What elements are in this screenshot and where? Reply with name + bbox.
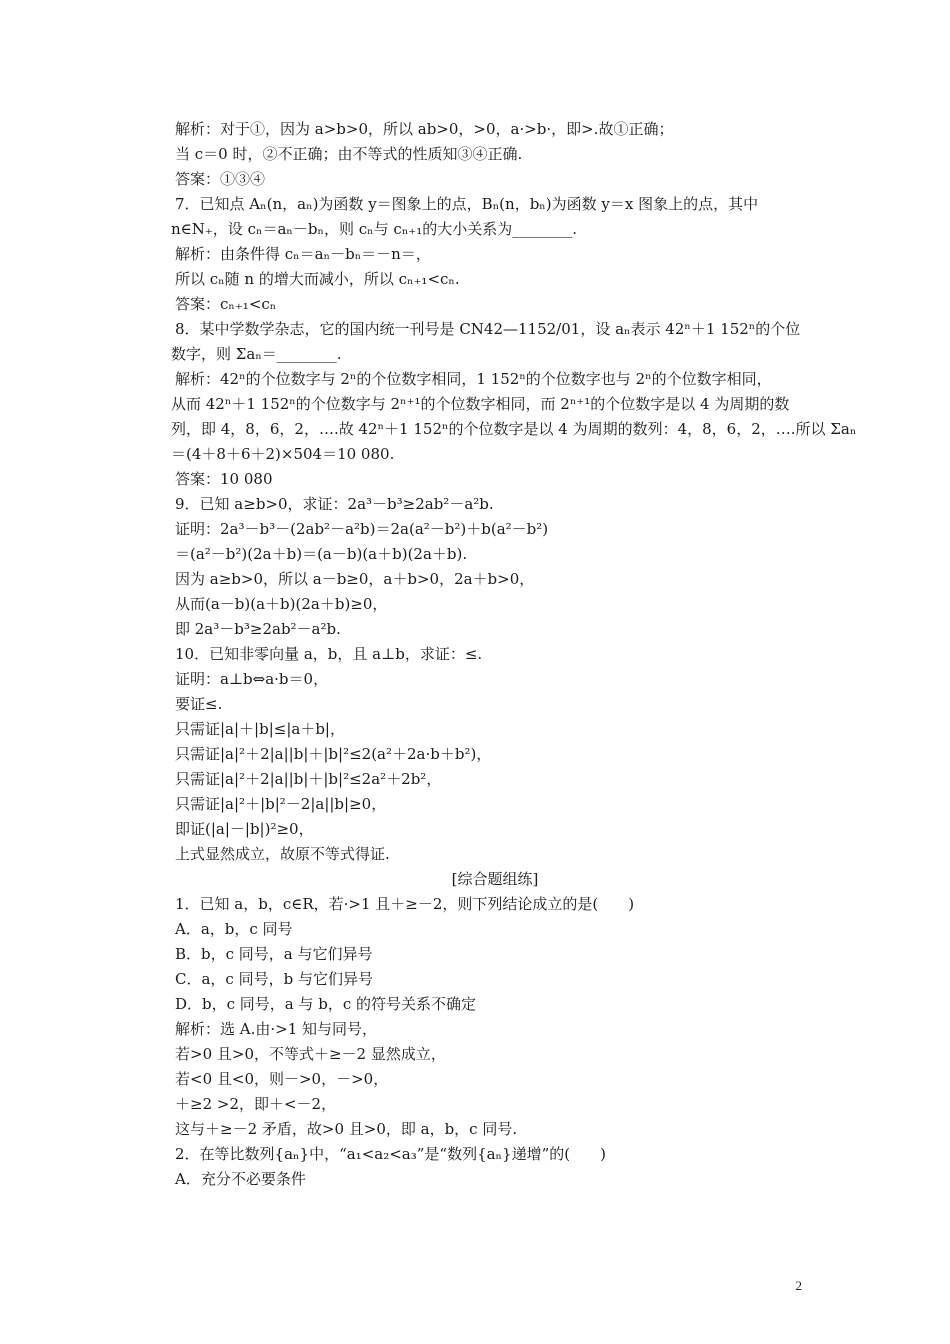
text-line: 所以 cₙ随 n 的增大而减小，所以 cₙ₊₁<cₙ. [175, 270, 460, 288]
text-line: 7．已知点 Aₙ(n，aₙ)为函数 y＝图象上的点，Bₙ(n，bₙ)为函数 y＝x 图象上的点，其中 [175, 195, 759, 213]
text-line: A．a，b，c 同号 [175, 920, 293, 938]
text-line: 只需证|a|＋|b|≤|a＋b|， [175, 720, 345, 738]
text-line: 上式显然成立，故原不等式得证. [175, 845, 390, 863]
text-line: 列，即 4，8，6，2，….故 42ⁿ＋1 152ⁿ的个位数字是以 4 为周期的数列：4，8，6，2，….所以 Σaₙ [171, 420, 857, 438]
text-line: 即 2a³－b³≥2ab²－a²b. [175, 620, 341, 638]
text-line: 要证≤. [175, 695, 223, 713]
text-line: 若<0 且<0，则－>0，－>0， [175, 1070, 389, 1088]
text-line: 1．已知 a，b，c∈R，若·>1 且＋≥－2，则下列结论成立的是( ) [175, 895, 635, 913]
text-line: 2．在等比数列{aₙ}中，“a₁<a₂<a₃”是“数列{aₙ}递增”的( ) [175, 1145, 606, 1163]
text-line: ＝(a²－b²)(2a＋b)＝(a－b)(a＋b)(2a＋b). [175, 545, 468, 563]
text-line: 因为 a≥b>0，所以 a－b≥0，a＋b>0，2a＋b>0， [175, 570, 535, 588]
page-content [171, 117, 857, 1192]
text-line: B．b，c 同号，a 与它们异号 [175, 945, 373, 963]
section-title: [综合题组练] [451, 870, 539, 888]
text-line: 从而(a－b)(a＋b)(2a＋b)≥0， [175, 595, 388, 613]
text-line: ＋≥2 >2，即＋<－2， [175, 1095, 337, 1113]
text-line: 解析：42ⁿ的个位数字与 2ⁿ的个位数字相同，1 152ⁿ的个位数字也与 2ⁿ的个位数字相同， [175, 370, 772, 388]
text-line: 解析：对于①，因为 a>b>0，所以 ab>0，>0，a·>b·，即>.故①正确； [175, 120, 674, 138]
text-line: 这与＋≥－2 矛盾，故>0 且>0，即 a，b，c 同号. [175, 1120, 518, 1138]
text-line: 即证(|a|－|b|)²≥0， [175, 820, 314, 838]
text-line: C．a，c 同号，b 与它们异号 [175, 970, 373, 988]
page-number: 2 [795, 1278, 802, 1293]
text-line: 只需证|a|²＋2|a||b|＋|b|²≤2a²＋2b²， [175, 770, 442, 788]
text-line: 答案：10 080 [175, 470, 273, 488]
text-line: D．b，c 同号，a 与 b，c 的符号关系不确定 [175, 995, 477, 1013]
text-line: 只需证|a|²＋|b|²－2|a||b|≥0， [175, 795, 387, 813]
text-line: 答案：cₙ₊₁<cₙ [175, 295, 277, 313]
text-line: 解析：由条件得 cₙ＝aₙ－bₙ＝－n＝， [175, 245, 431, 263]
text-line: 当 c＝0 时，②不正确；由不等式的性质知③④正确. [175, 145, 523, 163]
text-line: 答案：①③④ [175, 170, 266, 188]
text-line: 若>0 且>0，不等式＋≥－2 显然成立， [175, 1045, 446, 1063]
text-line: 证明：a⊥b⇔a·b＝0， [175, 670, 329, 688]
text-line: 10．已知非零向量 a，b，且 a⊥b，求证：≤. [175, 645, 483, 663]
text-line: 9．已知 a≥b>0，求证：2a³－b³≥2ab²－a²b. [175, 495, 494, 513]
text-line: 解析：选 A.由·>1 知与同号， [175, 1020, 378, 1038]
text-line: 只需证|a|²＋2|a||b|＋|b|²≤2(a²＋2a·b＋b²)， [175, 745, 492, 763]
text-line: A．充分不必要条件 [175, 1170, 306, 1188]
text-line: 8．某中学数学杂志，它的国内统一刊号是 CN42—1152/01，设 aₙ表示 42ⁿ＋1 152ⁿ的个位 [175, 320, 801, 338]
text-line: 从而 42ⁿ＋1 152ⁿ的个位数字与 2ⁿ⁺¹的个位数字相同，而 2ⁿ⁺¹的个位数字是以 4 为周期的数 [171, 395, 790, 413]
text-line: ＝(4＋8＋6＋2)×504＝10 080. [171, 445, 395, 463]
text-line: 数字，则 Σaₙ＝________. [171, 345, 342, 363]
text-line: 证明：2a³－b³－(2ab²－a²b)＝2a(a²－b²)＋b(a²－b²) [175, 520, 549, 538]
text-line: n∈N₊，设 cₙ＝aₙ－bₙ，则 cₙ与 cₙ₊₁的大小关系为________. [171, 220, 578, 238]
